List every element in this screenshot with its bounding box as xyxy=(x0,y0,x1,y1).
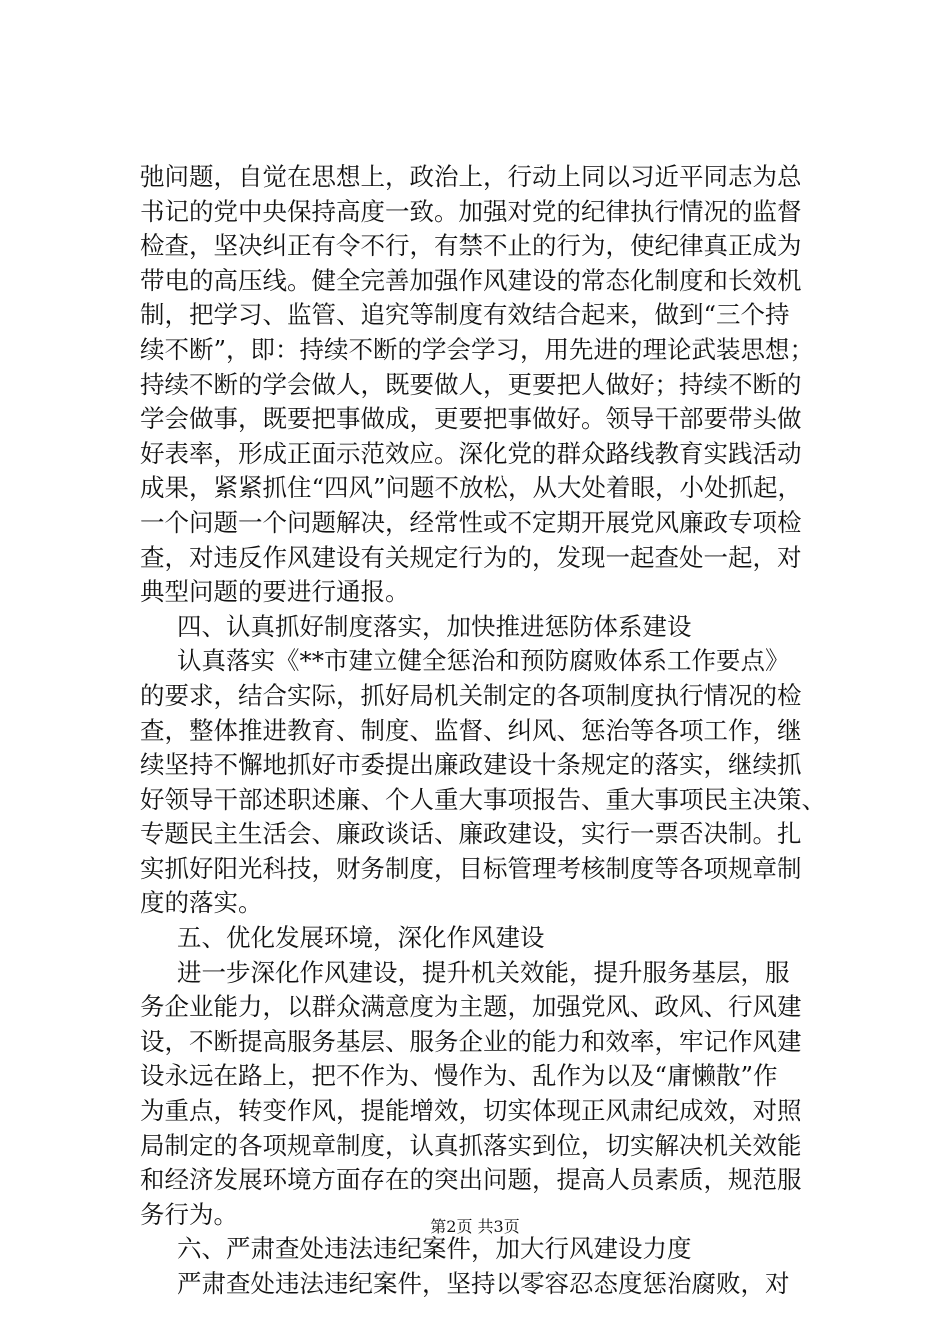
text-line: 设，不断提高服务基层、服务企业的能力和效率，牢记作风建 xyxy=(140,1026,802,1056)
text-line: 制，把学习、监管、追究等制度有效结合起来，做到“三个持 xyxy=(140,300,790,330)
text-line: 的要求，结合实际，抓好局机关制定的各项制度执行情况的检 xyxy=(140,680,802,710)
text-line: 进一步深化作风建设，提升机关效能，提升服务基层，服 xyxy=(177,957,790,987)
page-footer: 第2页 共3页 xyxy=(430,1217,520,1236)
text-line: 一个问题一个问题解决，经常性或不定期开展党风廉政专项检 xyxy=(140,507,802,537)
text-line: 查，对违反作风建设有关规定行为的，发现一起查处一起，对 xyxy=(140,542,802,572)
text-line: 实抓好阳光科技，财务制度，目标管理考核制度等各项规章制 xyxy=(140,853,802,883)
text-line: 务行为。 xyxy=(140,1199,238,1229)
text-line: 弛问题，自觉在思想上，政治上，行动上同以习近平同志为总 xyxy=(140,162,802,191)
text-line: 六、严肃查处违法违纪案件，加大行风建设力度 xyxy=(177,1234,692,1264)
text-line: 务企业能力，以群众满意度为主题，加强党风、政风、行风建 xyxy=(140,992,802,1022)
text-line: 为重点，转变作风，提能增效，切实体现正风肃纪成效，对照 xyxy=(140,1096,802,1126)
text-line: 认真落实《**市建立健全惩治和预防腐败体系工作要点》 xyxy=(177,646,790,676)
text-line: 典型问题的要进行通报。 xyxy=(140,577,410,607)
text-line: 好表率，形成正面示范效应。深化党的群众路线教育实践活动 xyxy=(140,438,802,468)
text-line: 五、优化发展环境，深化作风建设 xyxy=(177,923,545,953)
text-line: 续坚持不懈地抓好市委提出廉政建设十条规定的落实，继续抓 xyxy=(140,750,802,780)
document-body xyxy=(140,160,830,1302)
text-line: 和经济发展环境方面存在的突出问题，提高人员素质，规范服 xyxy=(140,1165,802,1195)
text-line: 四、认真抓好制度落实，加快推进惩防体系建设 xyxy=(177,611,692,641)
text-line: 带电的高压线。健全完善加强作风建设的常态化制度和长效机 xyxy=(140,265,802,295)
text-line: 学会做事，既要把事做成，更要把事做好。领导干部要带头做 xyxy=(140,404,802,434)
text-line: 专题民主生活会、廉政谈话、廉政建设，实行一票否决制。扎 xyxy=(140,819,802,849)
text-line: 局制定的各项规章制度，认真抓落实到位，切实解决机关效能 xyxy=(140,1130,802,1160)
text-line: 查，整体推进教育、制度、监督、纠风、惩治等各项工作，继 xyxy=(140,715,802,745)
text-line: 严肃查处违法违纪案件，坚持以零容忍态度惩治腐败，对 xyxy=(177,1269,790,1298)
text-line: 书记的党中央保持高度一致。加强对党的纪律执行情况的监督 xyxy=(140,196,802,226)
text-line: 好领导干部述职述廉、个人重大事项报告、重大事项民主决策、 xyxy=(140,784,826,814)
text-line: 持续不断的学会做人，既要做人，更要把人做好；持续不断的 xyxy=(140,369,802,399)
text-line: 成果，紧紧抓住“四风”问题不放松，从大处着眼，小处抓起， xyxy=(140,473,803,503)
text-line: 续不断”，即：持续不断的学会学习，用先进的理论武装思想； xyxy=(140,334,815,364)
text-line: 设永远在路上，把不作为、慢作为、乱作为以及“庸懒散”作 xyxy=(140,1061,778,1091)
text-line: 度的落实。 xyxy=(140,888,263,918)
text-line: 检查，坚决纠正有令不行，有禁不止的行为，使纪律真正成为 xyxy=(140,231,802,261)
